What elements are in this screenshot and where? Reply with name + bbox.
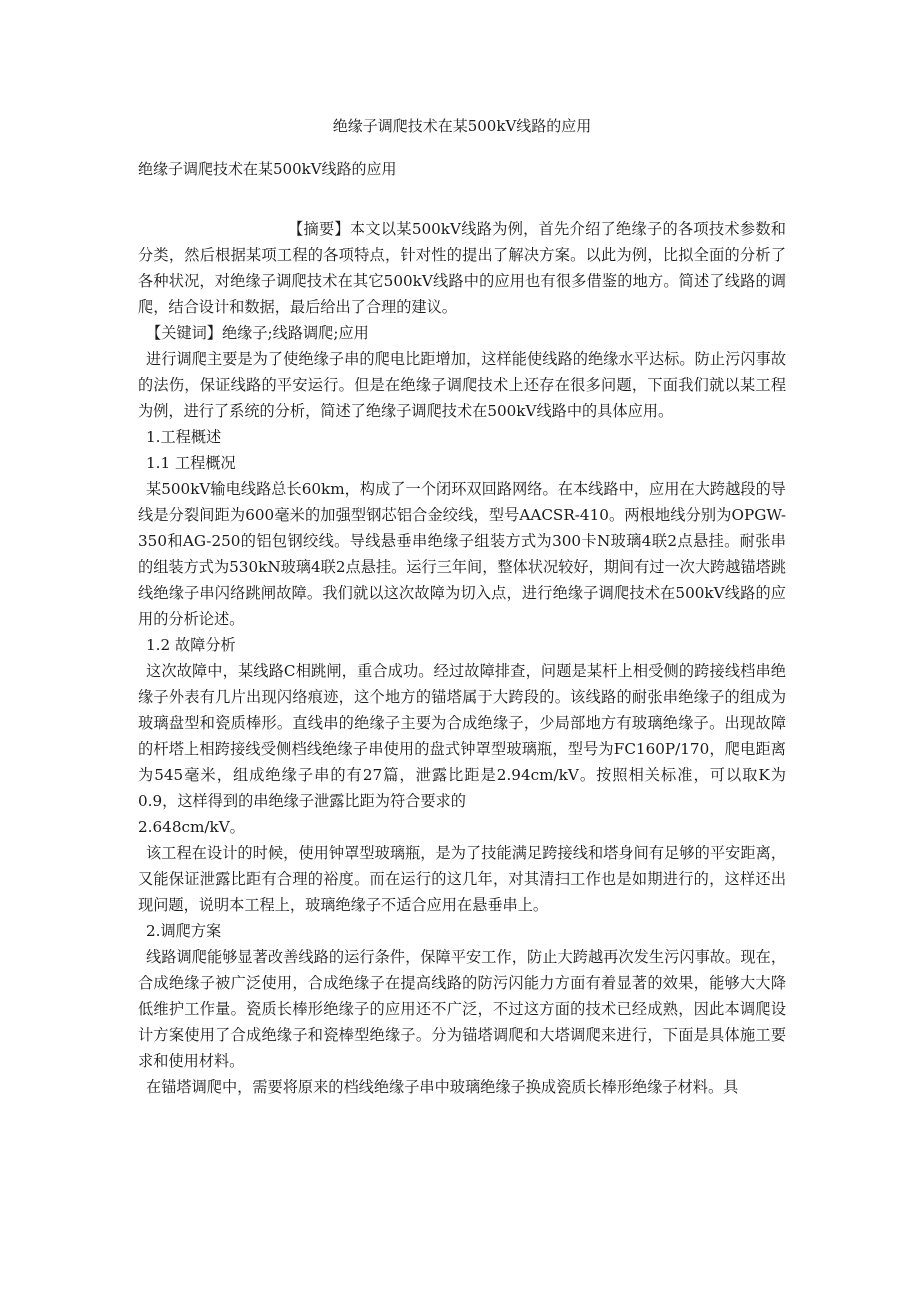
document-subtitle: 绝缘子调爬技术在某500kV线路的应用 <box>138 160 397 178</box>
paragraph-fault-analysis: 这次故障中，某线路C相跳闸，重合成功。经过故障排查，问题是某杆上相受侧的跨接线档串绝缘子外表有几片出现闪络痕迹，这个地方的锚塔属于大跨段的。该线路的耐张串绝缘子的组成为玻璃盘型和瓷质棒形。直线串的绝缘子主要为合成绝缘子，少局部地方有玻璃绝缘子。出现故障的杆塔上相跨接线受侧档线绝缘子串使用的盘式钟罩型玻璃瓶，型号为FC160P/170，爬电距离为545毫米，组成绝缘子串的有27篇，泄露比距是2.94cm/kV。按照相关标准，可以取K为0.9，这样得到的串绝缘子泄露比距为符合要求的 <box>138 662 786 810</box>
section-heading-1-1: 1.1 工程概况 <box>146 454 236 472</box>
document-body <box>138 216 786 1100</box>
keywords-line: 【关键词】绝缘子;线路调爬;应用 <box>146 324 369 342</box>
section-heading-1: 1.工程概述 <box>146 428 222 446</box>
paragraph-design-note: 该工程在设计的时候，使用钟罩型玻璃瓶，是为了技能满足跨接线和塔身间有足够的平安距离，又能保证泄露比距有合理的裕度。而在运行的这几年，对其清扫工作也是如期进行的，这样还出现问题，说明本工程上，玻璃绝缘子不适合应用在悬垂串上。 <box>138 844 786 914</box>
document-title: 绝缘子调爬技术在某500kV线路的应用 <box>332 117 592 135</box>
section-heading-1-2: 1.2 故障分析 <box>146 636 236 654</box>
paragraph-fault-value: 2.648cm/kV。 <box>138 818 245 836</box>
intro-paragraph: 进行调爬主要是为了使绝缘子串的爬电比距增加，这样能使线路的绝缘水平达标。防止污闪事故的法伤，保证线路的平安运行。但是在绝缘子调爬技术上还存在很多问题，下面我们就以某工程为例，进行了系统的分析，简述了绝缘子调爬技术在500kV线路中的具体应用。 <box>138 350 786 420</box>
section-heading-2: 2.调爬方案 <box>146 922 222 940</box>
paragraph-project-overview: 某500kV输电线路总长60km，构成了一个闭环双回路网络。在本线路中，应用在大跨越段的导线是分裂间距为600毫米的加强型钢芯铝合金绞线，型号AACSR-410。两根地线分别为OPGW-350和AG-250的铝包钢绞线。导线悬垂串绝缘子组装方式为300卡N玻璃4联2点悬挂。耐张串的组装方式为530kN玻璃4联2点悬挂。运行三年间，整体状况较好，期间有过一次大跨越锚塔跳线绝缘子串闪络跳闸故障。我们就以这次故障为切入点，进行绝缘子调爬技术在500kV线路的应用的分析论述。 <box>138 480 786 628</box>
paragraph-anchor-tower: 在锚塔调爬中，需要将原来的档线绝缘子串中玻璃绝缘子换成瓷质长棒形绝缘子材料。具 <box>146 1078 739 1096</box>
abstract-paragraph: 【摘要】本文以某500kV线路为例，首先介绍了绝缘子的各项技术参数和分类，然后根据某项工程的各项特点，针对性的提出了解决方案。以此为例，比拟全面的分析了各种状况，对绝缘子调爬技术在其它500kV线路中的应用也有很多借鉴的地方。简述了线路的调爬，结合设计和数据，最后给出了合理的建议。 <box>138 220 786 316</box>
paragraph-plan: 线路调爬能够显著改善线路的运行条件，保障平安工作，防止大跨越再次发生污闪事故。现在，合成绝缘子被广泛使用，合成绝缘子在提高线路的防污闪能力方面有着显著的效果，能够大大降低维护工作量。瓷质长棒形绝缘子的应用还不广泛，不过这方面的技术已经成熟，因此本调爬设计方案使用了合成绝缘子和瓷棒型绝缘子。分为锚塔调爬和大塔调爬来进行，下面是具体施工要求和使用材料。 <box>138 948 786 1070</box>
